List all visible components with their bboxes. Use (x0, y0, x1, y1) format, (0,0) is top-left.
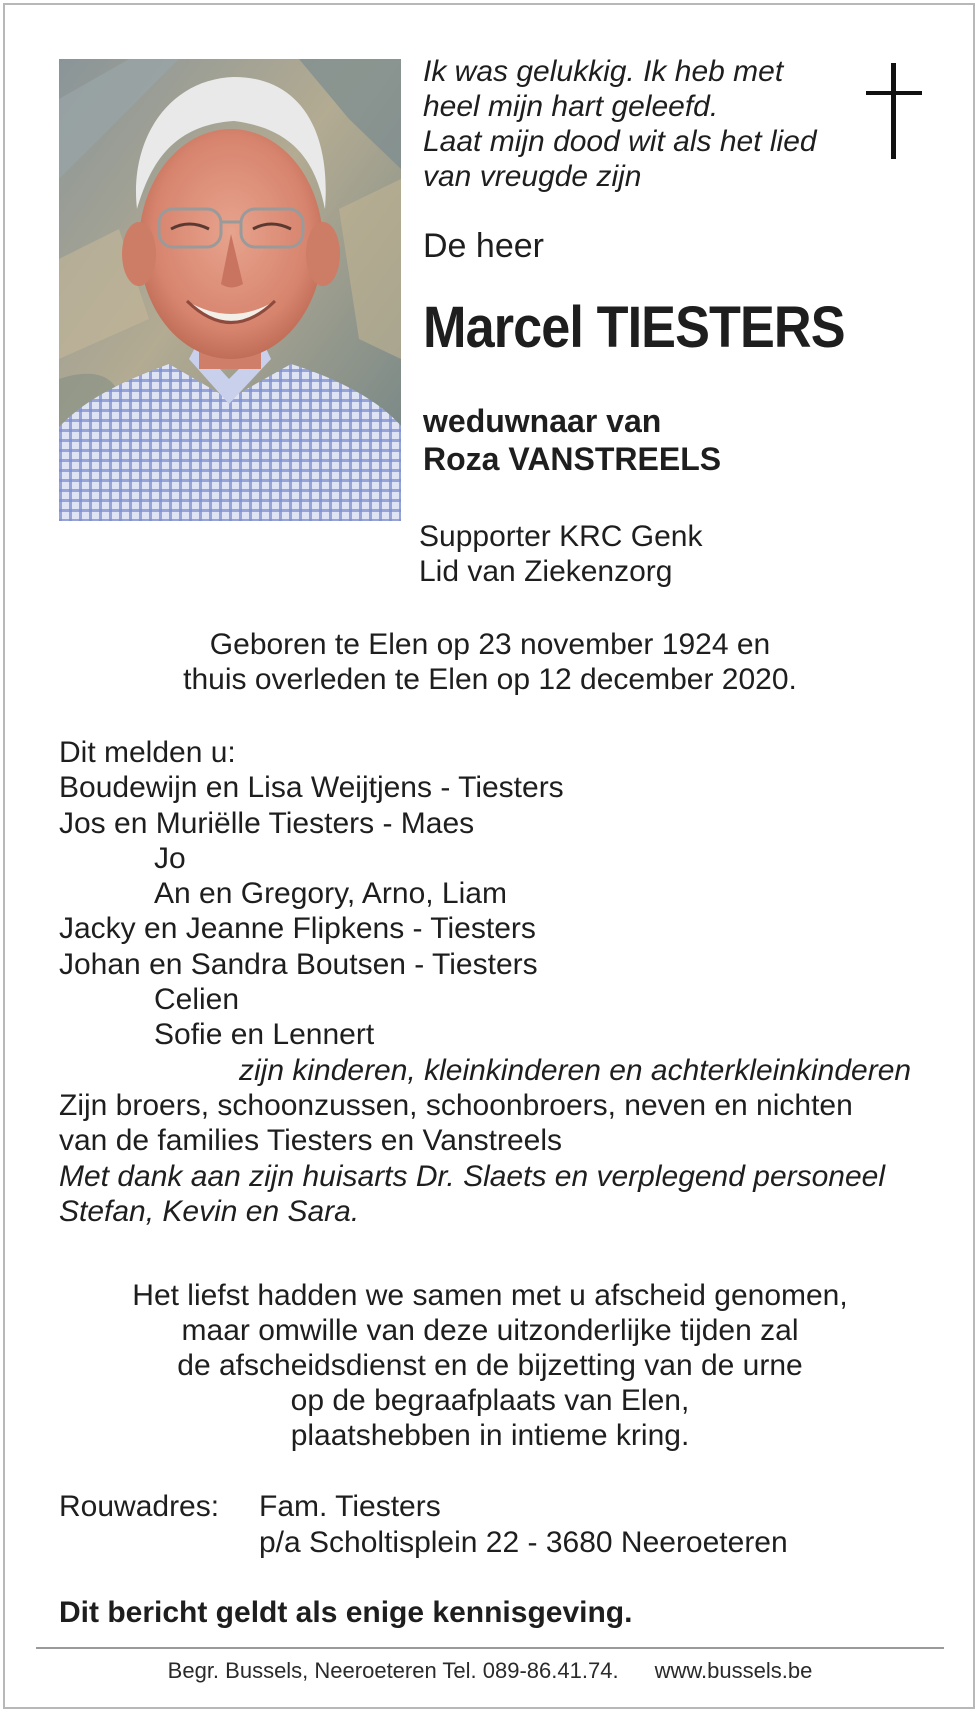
notice-line: maar omwille van deze uitzonderlijke tijden zal (181, 1314, 799, 1347)
widower-of (423, 402, 721, 478)
website-link[interactable]: www.bussels.be (654, 1658, 813, 1683)
affiliation-item: Supporter KRC Genk (419, 520, 703, 553)
poem-line: Ik was gelukkig. Ik heb met (423, 55, 784, 88)
funeral-home-info: Begr. Bussels, Neeroeteren Tel. 089-86.41.74. (167, 1658, 619, 1683)
widower-label: weduwnaar van (423, 403, 662, 439)
footer-divider (36, 1647, 944, 1649)
ceremony-notice (0, 1278, 980, 1453)
spouse-name: Roza VANSTREELS (423, 441, 722, 477)
thanks-line: Met dank aan zijn huisarts Dr. Slaets en verplegend personeel (59, 1159, 886, 1193)
birth-death-info (0, 627, 980, 697)
address-line: p/a Scholtisplein 22 - 3680 Neeroeteren (259, 1526, 788, 1559)
notice-line: Het liefst hadden we samen met u afscheid genomen, (132, 1279, 848, 1312)
family-line: Johan en Sandra Boutsen - Tiesters (59, 947, 538, 981)
family-list (59, 735, 911, 1229)
relation-caption: zijn kinderen, kleinkinderen en achterkleinkinderen (239, 1053, 912, 1087)
birth-line: Geboren te Elen op 23 november 1924 en (209, 628, 771, 661)
deceased-name: Marcel TIESTERS (423, 295, 845, 360)
closing-statement: Dit bericht geldt als enige kennisgeving. (59, 1596, 633, 1629)
salutation: De heer (423, 227, 544, 265)
affiliations (419, 519, 702, 589)
poem-line: van vreugde zijn (423, 160, 642, 193)
family-line: van de families Tiesters en Vanstreels (59, 1124, 563, 1158)
notice-line: plaatshebben in intieme kring. (290, 1419, 690, 1452)
notice-line: de afscheidsdienst en de bijzetting van de urne (177, 1349, 803, 1382)
grandchild-line: An en Gregory, Arno, Liam (154, 877, 507, 911)
affiliation-item: Lid van Ziekenzorg (419, 555, 673, 588)
notice-line: op de begraafplaats van Elen, (290, 1384, 690, 1417)
family-line: Zijn broers, schoonzussen, schoonbroers, neven en nichten (59, 1088, 853, 1122)
cross-icon (866, 63, 922, 159)
mourning-address (259, 1489, 788, 1561)
family-intro: Dit melden u: (59, 736, 236, 769)
family-line: Jos en Muriëlle Tiesters - Maes (59, 806, 475, 840)
family-line: Jacky en Jeanne Flipkens - Tiesters (59, 912, 536, 946)
grandchild-line: Jo (154, 841, 186, 875)
family-line: Boudewijn en Lisa Weijtjens - Tiesters (59, 771, 564, 805)
address-line: Fam. Tiesters (259, 1490, 441, 1523)
death-line: thuis overleden te Elen op 12 december 2020. (183, 663, 797, 696)
poem-line: Laat mijn dood wit als het lied (423, 125, 817, 158)
thanks-line: Stefan, Kevin en Sara. (59, 1194, 360, 1228)
poem (423, 54, 817, 194)
address-label: Rouwadres: (59, 1490, 220, 1523)
footer (0, 1657, 980, 1685)
grandchild-line: Celien (154, 983, 240, 1017)
poem-line: heel mijn hart geleefd. (423, 90, 719, 123)
grandchild-line: Sofie en Lennert (154, 1018, 375, 1052)
portrait-photo (59, 59, 401, 521)
